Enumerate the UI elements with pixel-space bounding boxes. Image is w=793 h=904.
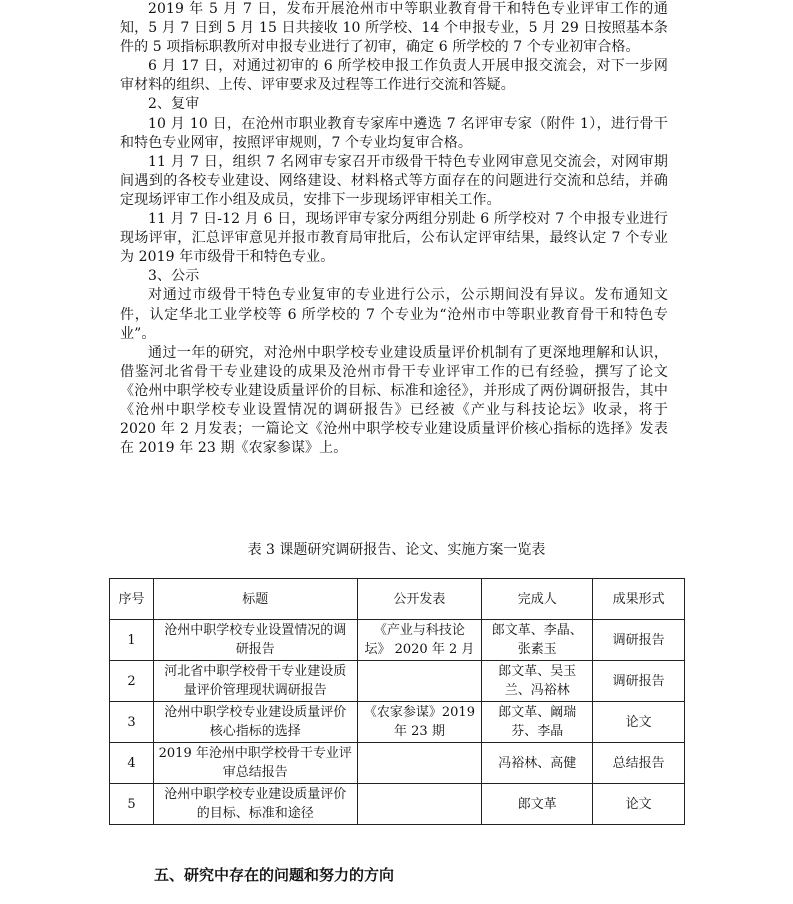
table-header-row <box>110 579 685 620</box>
subheading-publicity: 3、公示 <box>148 268 200 285</box>
body-text <box>120 0 668 458</box>
paragraph: 对通过市级骨干特色专业复审的专业进行公示，公示期间没有异议。发布通知文件，认定华北工业学校等 6 所学校的 7 个专业为“沧州市中等职业教育骨干和特色专业”。 <box>120 287 668 342</box>
table-row <box>110 784 685 825</box>
table-row <box>110 661 685 702</box>
cell-type: 论文 <box>593 784 685 825</box>
header-authors: 完成人 <box>482 579 593 620</box>
table-row <box>110 620 685 661</box>
cell-type: 论文 <box>593 702 685 743</box>
cell-type: 调研报告 <box>593 661 685 702</box>
cell-authors: 冯裕林、高健 <box>482 743 593 784</box>
table-caption: 表 3 课题研究调研报告、论文、实施方案一览表 <box>247 542 546 558</box>
cell-index: 1 <box>110 620 154 661</box>
cell-authors: 郎文革 <box>482 784 593 825</box>
cell-published <box>357 743 482 784</box>
cell-title: 沧州中职学校专业建设质量评价核心指标的选择 <box>153 702 357 743</box>
paragraph: 11 月 7 日-12 月 6 日，现场评审专家分两组分别赴 6 所学校对 7 个申报专业进行现场评审，汇总评审意见并报市教育局审批后，公布认定评审结果，最终认定 7 个专业为 2019 年市级骨干和特色专业。 <box>120 211 668 266</box>
cell-published: 《农家参谋》2019 年 23 期 <box>357 702 482 743</box>
paragraph: 11 月 7 日，组织 7 名网审专家召开市级骨干特色专业网审意见交流会，对网审期间遇到的各校专业建设、网络建设、材料格式等方面存在的问题进行交流和总结，并确定现场评审工作小组及成员，安排下一步现场评审相关工作。 <box>120 153 668 208</box>
cell-index: 4 <box>110 743 154 784</box>
cell-authors: 郎文革、李晶、张素玉 <box>482 620 593 661</box>
paragraph: 10 月 10 日，在沧州市职业教育专家库中遴选 7 名评审专家（附件 1），进行骨干和特色专业网审，按照评审规则，7 个专业均复审合格。 <box>120 115 668 151</box>
cell-index: 2 <box>110 661 154 702</box>
header-type: 成果形式 <box>593 579 685 620</box>
cell-type: 调研报告 <box>593 620 685 661</box>
paragraph: 6 月 17 日，对通过初审的 6 所学校申报工作负责人开展申报交流会，对下一步网审材料的组织、上传、评审要求及过程等工作进行交流和答疑。 <box>120 58 668 94</box>
cell-index: 5 <box>110 784 154 825</box>
cell-index: 3 <box>110 702 154 743</box>
cell-published: 《产业与科技论坛》 2020 年 2 月 <box>357 620 482 661</box>
subheading-review: 2、复审 <box>148 96 200 113</box>
cell-type: 总结报告 <box>593 743 685 784</box>
section-heading: 五、研究中存在的问题和努力的方向 <box>154 866 395 884</box>
cell-title: 2019 年沧州中职学校骨干专业评审总结报告 <box>153 743 357 784</box>
header-title: 标题 <box>153 579 357 620</box>
cell-published <box>357 784 482 825</box>
table-row <box>110 743 685 784</box>
cell-published <box>357 661 482 702</box>
cell-title: 沧州中职学校专业设置情况的调研报告 <box>153 620 357 661</box>
header-index: 序号 <box>110 579 154 620</box>
cell-authors: 郎文革、吴玉兰、冯裕林 <box>482 661 593 702</box>
results-table <box>109 578 685 825</box>
paragraph: 2019 年 5 月 7 日，发布开展沧州市中等职业教育骨干和特色专业评审工作的通知，5 月 7 日到 5 月 15 日共接收 10 所学校、14 个申报专业，5 月 29 日按照基本条件的 5 项指标职教所对申报专业进行了初审，确定 6 所学校的 7 个专业初审合格。 <box>120 1 668 56</box>
header-published: 公开发表 <box>357 579 482 620</box>
paragraph: 通过一年的研究，对沧州中职学校专业建设质量评价机制有了更深地理解和认识，借鉴河北省骨干专业建设的成果及沧州市骨干专业评审工作的已有经验，撰写了论文《沧州中职学校专业建设质量评价的目标、标准和途径》，并形成了两份调研报告，其中《沧州中职学校专业设置情况的调研报告》已经被《产业与科技论坛》收录，将于 2020 年 2 月发表；一篇论文《沧州中职学校专业建设质量评价核心指标的选择》发表在 2019 年 23 期《农家参谋》上。 <box>120 344 668 457</box>
cell-authors: 郎文革、阚瑞芬、李晶 <box>482 702 593 743</box>
cell-title: 河北省中职学校骨干专业建设质量评价管理现状调研报告 <box>153 661 357 702</box>
cell-title: 沧州中职学校专业建设质量评价的目标、标准和途径 <box>153 784 357 825</box>
table-row <box>110 702 685 743</box>
